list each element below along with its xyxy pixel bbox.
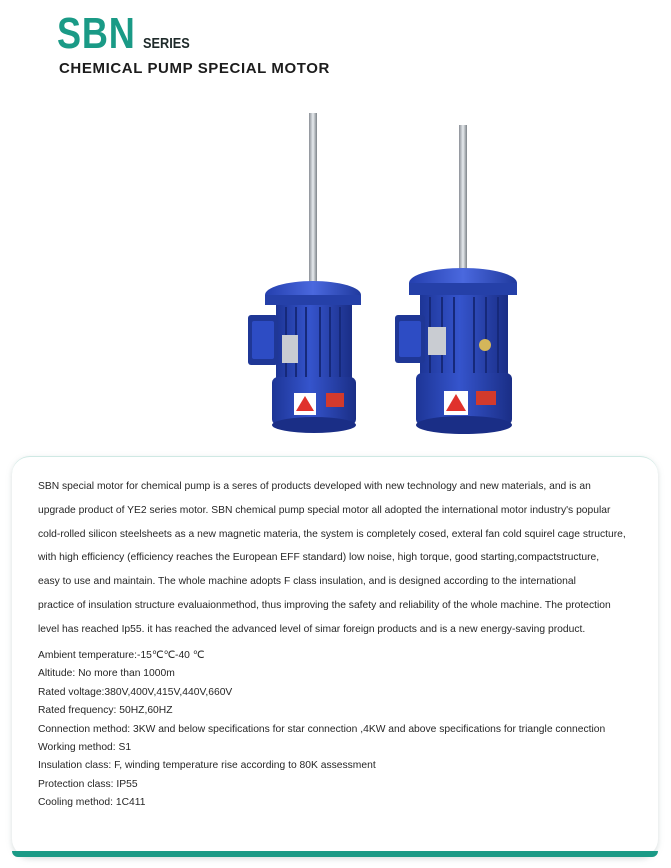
description-line: SBN special motor for chemical pump is a seres of products developed with new technology and new materials, and is an xyxy=(38,481,591,492)
spec-working-method: Working method: S1 xyxy=(38,742,132,754)
spec-rated-frequency: Rated frequency: 50HZ,60HZ xyxy=(38,705,173,717)
spec-connection-method: Connection method: 3KW and below specifications for star connection ,4KW and above specifications for triangle connection xyxy=(38,723,606,735)
description-panel xyxy=(12,456,658,857)
right-motor xyxy=(395,125,517,434)
left-motor xyxy=(248,113,361,433)
brand-logo xyxy=(57,9,198,58)
spec-cooling-method: Cooling method: 1C411 xyxy=(38,797,146,809)
description-text xyxy=(38,475,668,642)
brand-name: SBN xyxy=(57,9,136,58)
description-line: with high efficiency (efficiency reaches the European EFF standard) low noise, high torque, good starting,compactstructure, xyxy=(38,552,600,564)
spec-insulation-class: Insulation class: F, winding temperature rise according to 80K assessment xyxy=(38,760,376,772)
spec-ambient-temperature: Ambient temperature:-15℃℃-40 ℃ xyxy=(38,650,205,661)
description-line: upgrade product of YE2 series motor. SBN chemical pump special motor all adopted the international motor industry's popular xyxy=(38,504,611,516)
description-line: cold-rolled silicon steelsheets as a new magnetic materia, the system is completely cosed, exteral fan cold squirel cage structure, xyxy=(38,528,626,540)
spec-rated-voltage: Rated voltage:380V,400V,415V,440V,660V xyxy=(38,686,233,698)
motor-product-photo xyxy=(230,105,540,445)
spec-protection-class: Protection class: IP55 xyxy=(38,778,138,790)
description-line: level has reached Ip55. it has reached the advanced level of simar foreign products and is a new energy-saving product. xyxy=(38,623,586,635)
page-subtitle: CHEMICAL PUMP SPECIAL MOTOR xyxy=(59,60,330,77)
spec-altitude: Altitude: No more than 1000m xyxy=(38,668,175,680)
panel-accent-bar xyxy=(12,851,658,857)
description-line: easy to use and maintain. The whole machine adopts F class insulation, and is designed according to the international xyxy=(38,576,576,588)
spec-list xyxy=(38,647,668,813)
brand-series: SERIES xyxy=(142,35,190,52)
description-line: practice of insulation structure evaluaionmethod, thus improving the safety and reliability of the whole machine. The protection xyxy=(38,599,611,611)
